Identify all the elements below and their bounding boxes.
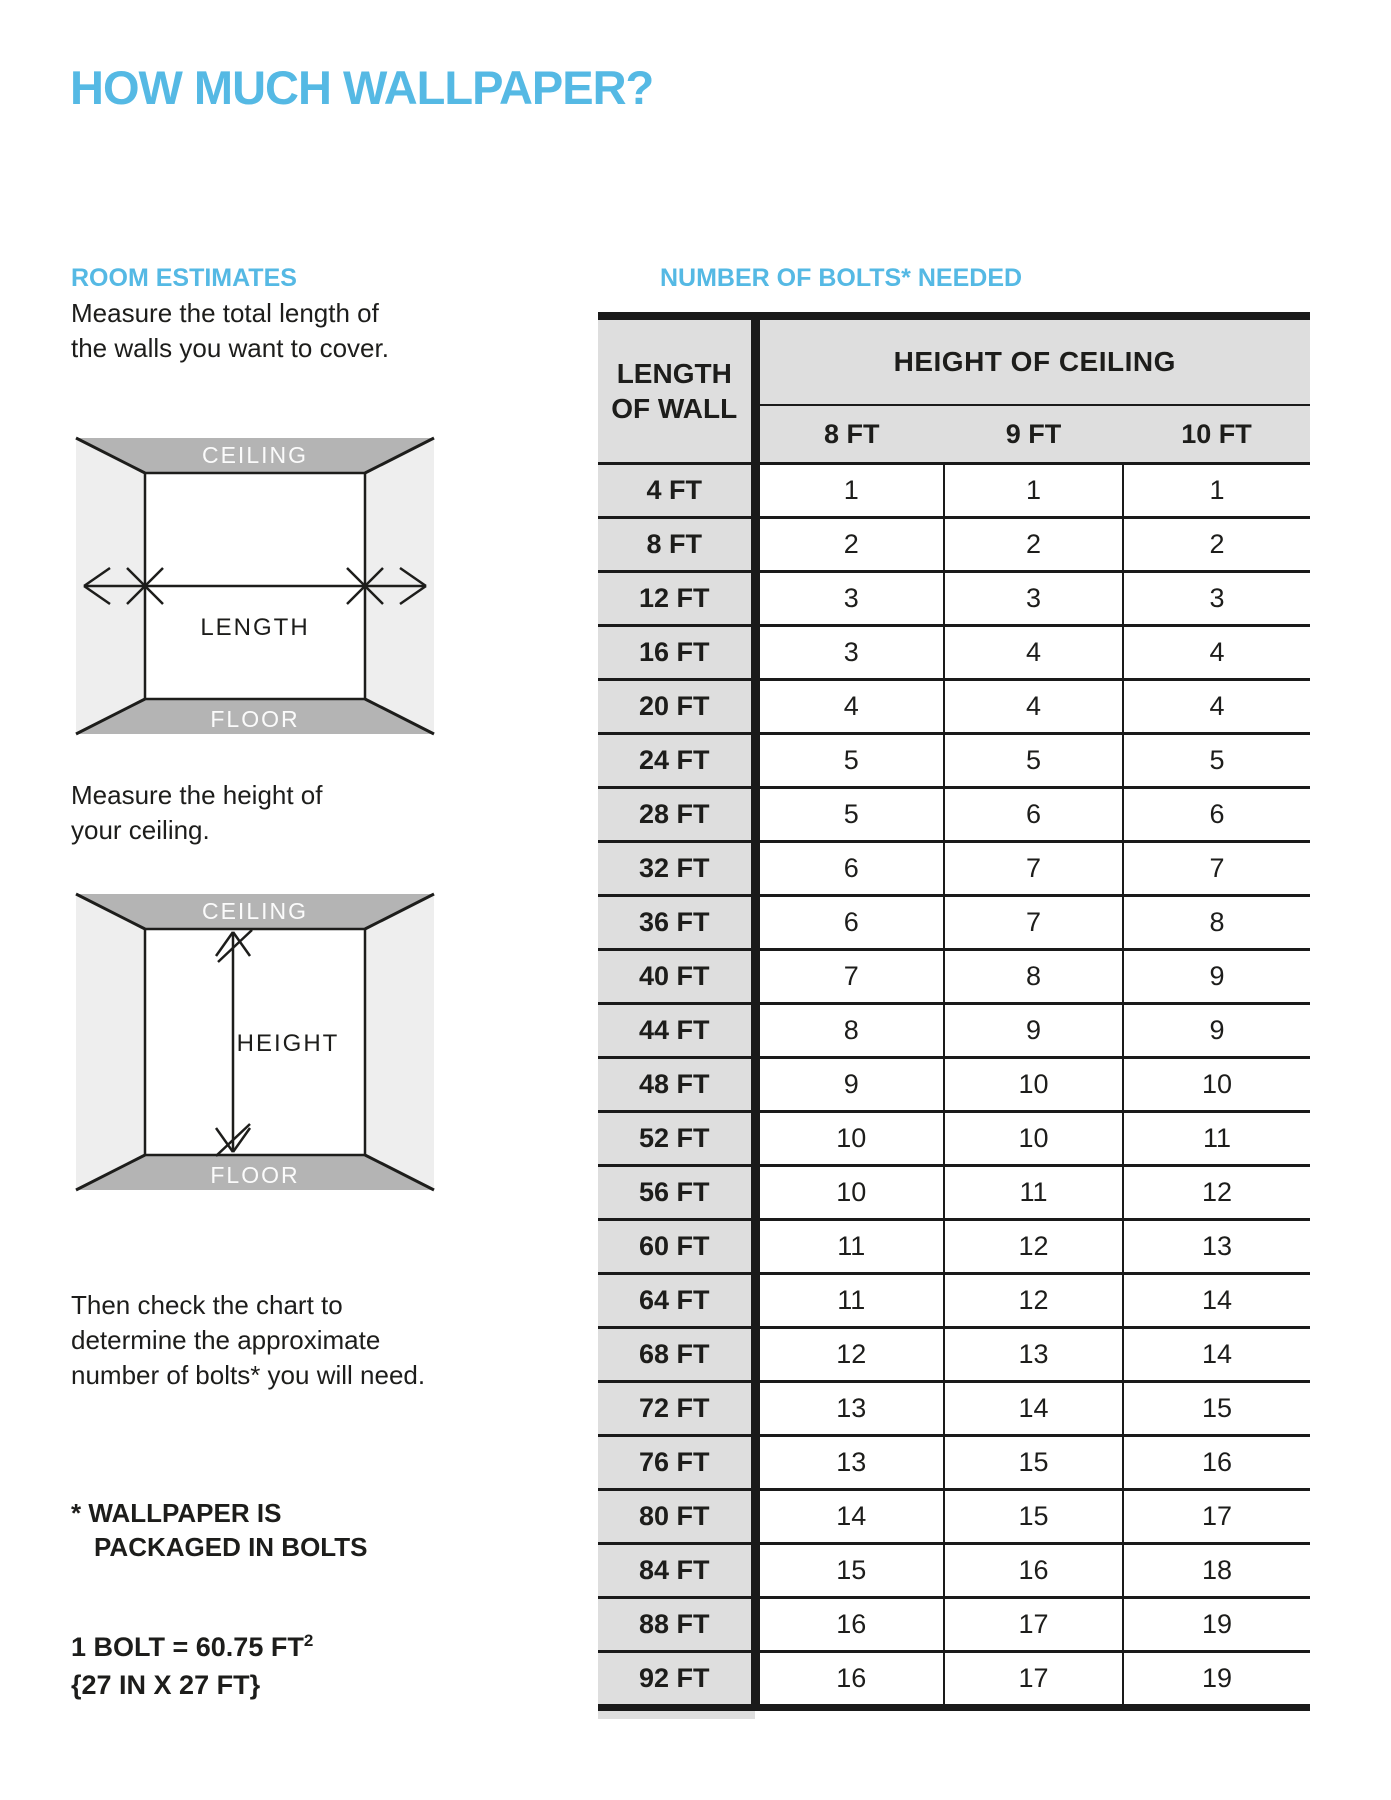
wall-length-cell: 60 FT <box>598 1220 755 1274</box>
bolts-value-cell: 13 <box>944 1328 1123 1382</box>
diagram-right-wall <box>365 894 434 1190</box>
table-row <box>598 1274 1310 1328</box>
bolts-value-cell: 17 <box>944 1652 1123 1708</box>
wall-length-cell: 20 FT <box>598 680 755 734</box>
bolts-table <box>598 312 1310 1711</box>
bolts-value-cell: 1 <box>755 464 944 518</box>
bolts-value-cell: 5 <box>1123 734 1310 788</box>
table-row <box>598 842 1310 896</box>
wall-length-cell: 72 FT <box>598 1382 755 1436</box>
bolts-value-cell: 8 <box>944 950 1123 1004</box>
wall-length-cell: 88 FT <box>598 1598 755 1652</box>
floor-label: FLOOR <box>210 1162 300 1188</box>
wall-length-cell: 92 FT <box>598 1652 755 1708</box>
column-header-8ft: 8 FT <box>755 405 944 464</box>
bolts-value-cell: 3 <box>1123 572 1310 626</box>
bolts-value-cell: 14 <box>1123 1328 1310 1382</box>
bolts-value-cell: 17 <box>944 1598 1123 1652</box>
bolt-equation-text: 1 BOLT = 60.75 FT <box>71 1632 304 1662</box>
bolts-value-cell: 6 <box>755 896 944 950</box>
bolts-value-cell: 19 <box>1123 1652 1310 1708</box>
bolts-value-cell: 13 <box>755 1382 944 1436</box>
wall-length-cell: 80 FT <box>598 1490 755 1544</box>
instruction-measure-height <box>71 778 323 848</box>
bolts-value-cell: 2 <box>1123 518 1310 572</box>
table-row <box>598 1652 1310 1708</box>
bolts-value-cell: 12 <box>755 1328 944 1382</box>
bolts-value-cell: 6 <box>1123 788 1310 842</box>
wall-length-cell: 36 FT <box>598 896 755 950</box>
bolts-value-cell: 3 <box>944 572 1123 626</box>
table-gray-tail <box>598 1711 755 1719</box>
length-label: LENGTH <box>200 614 310 641</box>
bolts-value-cell: 16 <box>1123 1436 1310 1490</box>
bolts-value-cell: 3 <box>755 626 944 680</box>
bolts-value-cell: 16 <box>755 1598 944 1652</box>
bolts-value-cell: 9 <box>1123 950 1310 1004</box>
bolts-value-cell: 10 <box>755 1166 944 1220</box>
ceiling-height-header: HEIGHT OF CEILING <box>755 316 1310 405</box>
instruction-line: Measure the height of <box>71 780 323 810</box>
bolts-value-cell: 3 <box>755 572 944 626</box>
bolts-value-cell: 9 <box>1123 1004 1310 1058</box>
wall-header-line: LENGTH <box>616 358 732 389</box>
wall-length-cell: 12 FT <box>598 572 755 626</box>
wall-length-cell: 40 FT <box>598 950 755 1004</box>
page-title: HOW MUCH WALLPAPER? <box>70 61 654 114</box>
wall-length-cell: 16 FT <box>598 626 755 680</box>
bolts-value-cell: 10 <box>755 1112 944 1166</box>
diagram-left-wall <box>76 894 145 1190</box>
table-heading-bolts-needed: NUMBER OF BOLTS* NEEDED <box>660 264 1023 292</box>
wall-length-cell: 76 FT <box>598 1436 755 1490</box>
instruction-check-chart <box>71 1288 425 1393</box>
table-row <box>598 1058 1310 1112</box>
table-header-row <box>598 316 1310 405</box>
bolts-value-cell: 19 <box>1123 1598 1310 1652</box>
table-row <box>598 950 1310 1004</box>
column-header-10ft: 10 FT <box>1123 405 1310 464</box>
bolts-value-cell: 15 <box>944 1436 1123 1490</box>
bolts-value-cell: 10 <box>944 1058 1123 1112</box>
bolts-value-cell: 4 <box>755 680 944 734</box>
footnote-line: PACKAGED IN BOLTS <box>94 1532 368 1562</box>
bolts-value-cell: 9 <box>755 1058 944 1112</box>
wall-length-cell: 28 FT <box>598 788 755 842</box>
footnote-wallpaper-bolts <box>71 1496 367 1564</box>
bolts-value-cell: 8 <box>755 1004 944 1058</box>
table-row <box>598 572 1310 626</box>
bolts-value-cell: 7 <box>755 950 944 1004</box>
wall-length-cell: 56 FT <box>598 1166 755 1220</box>
bolts-value-cell: 11 <box>755 1274 944 1328</box>
footnote-line: * WALLPAPER IS <box>71 1498 282 1528</box>
room-diagram-length <box>70 432 440 740</box>
bolts-value-cell: 6 <box>944 788 1123 842</box>
table-row <box>598 1166 1310 1220</box>
bolts-value-cell: 7 <box>1123 842 1310 896</box>
table-row <box>598 626 1310 680</box>
wall-length-cell: 4 FT <box>598 464 755 518</box>
bolts-value-cell: 10 <box>944 1112 1123 1166</box>
bolts-value-cell: 12 <box>944 1220 1123 1274</box>
table-row <box>598 896 1310 950</box>
bolts-value-cell: 9 <box>944 1004 1123 1058</box>
bolts-value-cell: 11 <box>755 1220 944 1274</box>
wall-length-column-header <box>598 316 755 464</box>
bolts-value-cell: 16 <box>944 1544 1123 1598</box>
wall-length-cell: 32 FT <box>598 842 755 896</box>
ceiling-label: CEILING <box>201 442 309 468</box>
bolts-value-cell: 13 <box>755 1436 944 1490</box>
table-row <box>598 518 1310 572</box>
bolts-value-cell: 5 <box>755 788 944 842</box>
section-heading-room-estimates: ROOM ESTIMATES <box>71 264 297 292</box>
table-row <box>598 464 1310 518</box>
bolt-dimensions-text: {27 IN X 27 FT} <box>71 1670 261 1700</box>
wall-length-cell: 84 FT <box>598 1544 755 1598</box>
bolts-value-cell: 12 <box>1123 1166 1310 1220</box>
wall-length-cell: 68 FT <box>598 1328 755 1382</box>
instruction-line: your ceiling. <box>71 815 210 845</box>
bolts-value-cell: 8 <box>1123 896 1310 950</box>
bolts-value-cell: 5 <box>944 734 1123 788</box>
bolts-value-cell: 14 <box>944 1382 1123 1436</box>
wall-length-cell: 24 FT <box>598 734 755 788</box>
bolts-value-cell: 2 <box>755 518 944 572</box>
bolts-value-cell: 14 <box>1123 1274 1310 1328</box>
bolts-table-body <box>598 464 1310 1708</box>
table-row <box>598 1112 1310 1166</box>
bolts-value-cell: 5 <box>755 734 944 788</box>
instruction-line: number of bolts* you will need. <box>71 1360 426 1390</box>
room-diagram-height <box>70 888 440 1196</box>
bolts-value-cell: 14 <box>755 1490 944 1544</box>
bolts-value-cell: 7 <box>944 896 1123 950</box>
bolts-value-cell: 16 <box>755 1652 944 1708</box>
instruction-measure-length <box>71 296 389 366</box>
wall-header-line: OF WALL <box>611 393 738 424</box>
column-header-9ft: 9 FT <box>944 405 1123 464</box>
bolt-size-note <box>71 1622 313 1704</box>
bolts-value-cell: 13 <box>1123 1220 1310 1274</box>
bolts-table-container <box>598 312 1310 1719</box>
bolts-value-cell: 2 <box>944 518 1123 572</box>
instruction-line: the walls you want to cover. <box>71 333 389 363</box>
bolts-value-cell: 6 <box>755 842 944 896</box>
bolts-value-cell: 12 <box>944 1274 1123 1328</box>
wall-length-cell: 44 FT <box>598 1004 755 1058</box>
table-row <box>598 1436 1310 1490</box>
bolts-value-cell: 10 <box>1123 1058 1310 1112</box>
bolts-value-cell: 15 <box>755 1544 944 1598</box>
bolts-value-cell: 1 <box>944 464 1123 518</box>
height-label: HEIGHT <box>236 1030 340 1057</box>
table-row <box>598 1490 1310 1544</box>
table-row <box>598 680 1310 734</box>
bolts-value-cell: 18 <box>1123 1544 1310 1598</box>
bolts-value-cell: 4 <box>1123 680 1310 734</box>
floor-label: FLOOR <box>210 706 300 732</box>
table-row <box>598 1598 1310 1652</box>
instruction-line: Then check the chart to <box>71 1290 343 1320</box>
bolts-value-cell: 11 <box>944 1166 1123 1220</box>
wall-length-cell: 8 FT <box>598 518 755 572</box>
bolts-value-cell: 17 <box>1123 1490 1310 1544</box>
bolts-value-cell: 4 <box>944 626 1123 680</box>
bolts-value-cell: 15 <box>944 1490 1123 1544</box>
bolts-value-cell: 4 <box>944 680 1123 734</box>
ceiling-label: CEILING <box>201 898 309 924</box>
table-row <box>598 1544 1310 1598</box>
wall-length-cell: 52 FT <box>598 1112 755 1166</box>
bolts-value-cell: 15 <box>1123 1382 1310 1436</box>
wall-length-cell: 64 FT <box>598 1274 755 1328</box>
table-row <box>598 1382 1310 1436</box>
wall-length-cell: 48 FT <box>598 1058 755 1112</box>
bolts-value-cell: 11 <box>1123 1112 1310 1166</box>
table-row <box>598 1220 1310 1274</box>
bolt-equation-line <box>71 1622 313 1666</box>
table-row <box>598 734 1310 788</box>
table-row <box>598 1328 1310 1382</box>
bolts-value-cell: 7 <box>944 842 1123 896</box>
bolts-value-cell: 1 <box>1123 464 1310 518</box>
table-row <box>598 1004 1310 1058</box>
bolts-value-cell: 4 <box>1123 626 1310 680</box>
instruction-line: Measure the total length of <box>71 298 379 328</box>
instruction-line: determine the approximate <box>71 1325 381 1355</box>
table-row <box>598 788 1310 842</box>
bolt-equation-superscript: 2 <box>303 1631 314 1650</box>
